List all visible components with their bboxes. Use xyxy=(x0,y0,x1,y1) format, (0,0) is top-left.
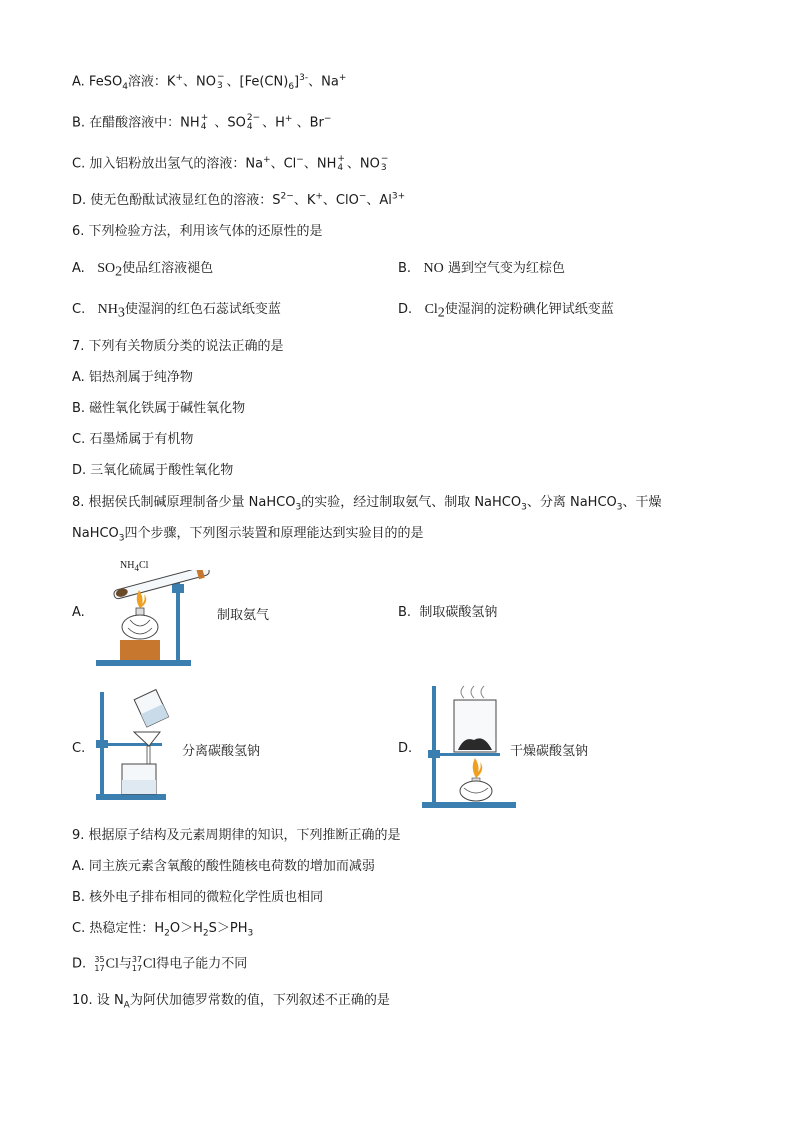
q7-option-d: D. 三氧化硫属于酸性氧化物 xyxy=(72,463,234,478)
q5-option-d: D. 使无色酚酞试液显红色的溶液：$S^{2-}$、K+、ClO−、$Al^{3+}$ xyxy=(72,191,406,208)
q8-option-d-caption: 干燥碳酸氢钠 xyxy=(510,744,589,759)
q5-option-a: A. FeSO$_4$溶液：K+、NO − 3 、$[Fe(CN)_6]^{3-}$、Na+ xyxy=(72,72,347,93)
q7-stem: 7. 下列有关物质分类的说法正确的是 xyxy=(72,339,284,354)
q8-option-b: B. 制取碳酸氢钠 xyxy=(398,605,498,620)
q5-option-b: B. 在醋酸溶液中：NH + 4 、SO 2− 4 、H+ 、Br− xyxy=(72,113,332,132)
q9-option-b: B. 核外电子排布相同的微粒化学性质也相同 xyxy=(72,890,324,905)
filtration-apparatus xyxy=(92,688,172,806)
q10-stem: 10. 设 $N_A$为阿伏加德罗常数的值，下列叙述不正确的是 xyxy=(72,993,390,1011)
q6-option-d: D. $Cl_2$使湿润的淀粉碘化钾试纸变蓝 xyxy=(398,302,614,321)
reagent-label: $NH_4Cl$ xyxy=(120,560,149,573)
q8-stem-line1: 8. 根据侯氏制碱原理制备少量 NaHCO$_3$的实验，经过制取氨气、制取 NaHCO$_3$、分离 NaHCO$_3$、干燥 xyxy=(72,495,662,513)
q6-option-a: A. $SO_2$使品红溶液褪色 xyxy=(72,261,214,280)
q7-option-a: A. 铝热剂属于纯净物 xyxy=(72,370,193,385)
q7-option-b: B. 磁性氧化铁属于碱性氧化物 xyxy=(72,401,246,416)
q9-option-d: D. 35 17 Cl与 37 17 Cl得电子能力不同 xyxy=(72,955,248,973)
q6-option-b: B. NO 遇到空气变为红棕色 xyxy=(398,261,565,276)
q8-option-d-label: D. xyxy=(398,741,413,756)
ammonia-heating-apparatus xyxy=(92,570,217,670)
q9-option-c: C. 热稳定性：$H_2O>H_2S>PH_3$ xyxy=(72,921,254,939)
q9-option-a: A. 同主族元素含氧酸的酸性随核电荷数的增加而减弱 xyxy=(72,859,375,874)
q6-option-c: C. $NH_3$使湿润的红色石蕊试纸变蓝 xyxy=(72,302,281,321)
q9-stem: 9. 根据原子结构及元素周期律的知识，下列推断正确的是 xyxy=(72,828,401,843)
q8-stem-line2: NaHCO$_3$四个步骤，下列图示装置和原理能达到实验目的的是 xyxy=(72,526,424,544)
drying-apparatus xyxy=(418,684,518,812)
q5-option-c: C. 加入铝粉放出氢气的溶液：Na+、Cl−、NH + 4 、NO − 3 xyxy=(72,154,389,173)
q6-stem: 6. 下列检验方法，利用该气体的还原性的是 xyxy=(72,224,323,239)
q8-option-a-label: A. xyxy=(72,605,85,620)
q8-option-c-label: C. xyxy=(72,741,86,756)
q8-option-c-caption: 分离碳酸氢钠 xyxy=(182,744,261,759)
q7-option-c: C. 石墨烯属于有机物 xyxy=(72,432,194,447)
q8-option-a-caption: 制取氨气 xyxy=(217,608,270,623)
